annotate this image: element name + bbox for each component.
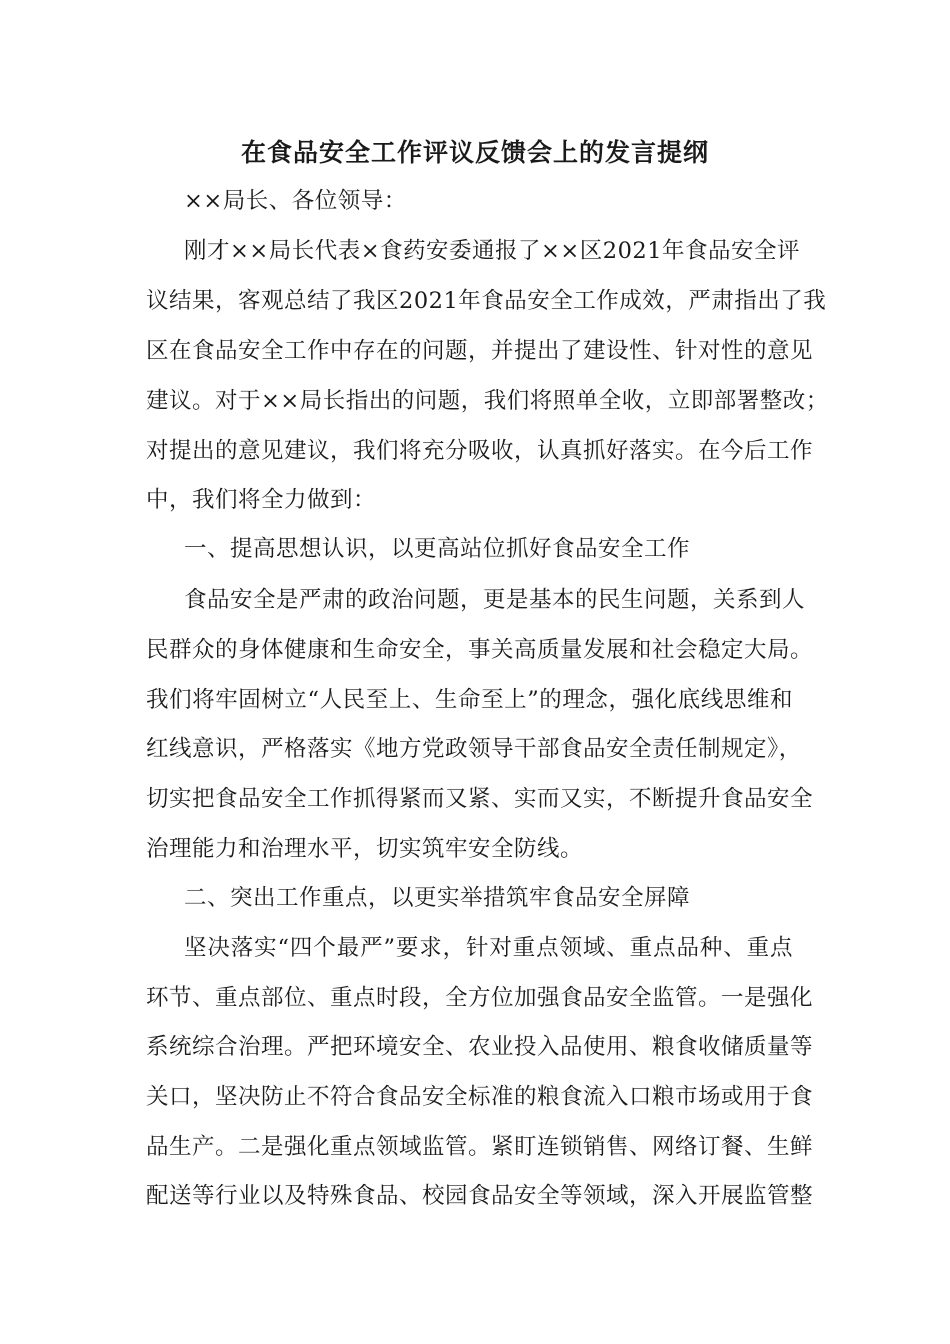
paragraph-line: 坚决落实“四个最严”要求，针对重点领域、重点品种、重点: [184, 935, 793, 961]
paragraph-line: 民群众的身体健康和生命安全，事关高质量发展和社会稳定大局。: [146, 637, 814, 663]
section-heading: 一、提高思想认识，以更高站位抓好食品安全工作: [184, 536, 691, 562]
paragraph-line: 建议。对于××局长指出的问题，我们将照单全收，立即部署整改；: [146, 388, 829, 414]
paragraph-line: 配送等行业以及特殊食品、校园食品安全等领域，深入开展监管整: [146, 1183, 814, 1209]
paragraph-line: 红线意识，严格落实《地方党政领导干部食品安全责任制规定》，: [146, 736, 802, 762]
paragraph-line: 品生产。二是强化重点领域监管。紧盯连锁销售、网络订餐、生鲜: [146, 1134, 814, 1160]
paragraph-line: 议结果，客观总结了我区2021年食品安全工作成效，严肃指出了我: [146, 288, 827, 314]
paragraph-line: 切实把食品安全工作抓得紧而又紧、实而又实，不断提升食品安全: [146, 786, 814, 812]
paragraph-line: 区在食品安全工作中存在的问题，并提出了建设性、针对性的意见: [146, 338, 814, 364]
paragraph-line: 治理能力和治理水平，切实筑牢安全防线。: [146, 836, 584, 862]
paragraph-line: 系统综合治理。严把环境安全、农业投入品使用、粮食收储质量等: [146, 1034, 814, 1060]
document-title: 在食品安全工作评议反馈会上的发言提纲: [240, 138, 709, 167]
paragraph-line: 食品安全是严肃的政治问题，更是基本的民生问题，关系到人: [184, 587, 806, 613]
paragraph-line: 环节、重点部位、重点时段，全方位加强食品安全监管。一是强化: [146, 985, 814, 1011]
paragraph-line: 我们将牢固树立“人民至上、生命至上”的理念，强化底线思维和: [146, 687, 793, 713]
paragraph-line: 对提出的意见建议，我们将充分吸收，认真抓好落实。在今后工作: [146, 438, 814, 464]
paragraph-line: 关口，坚决防止不符合食品安全标准的粮食流入口粮市场或用于食: [146, 1084, 814, 1110]
paragraph-line: 中，我们将全力做到：: [146, 487, 377, 513]
salutation: ××局长、各位领导：: [184, 188, 407, 214]
paragraph-line: 刚才××局长代表×食药安委通报了××区2021年食品安全评: [184, 238, 801, 264]
section-heading: 二、突出工作重点，以更实举措筑牢食品安全屏障: [184, 885, 691, 911]
